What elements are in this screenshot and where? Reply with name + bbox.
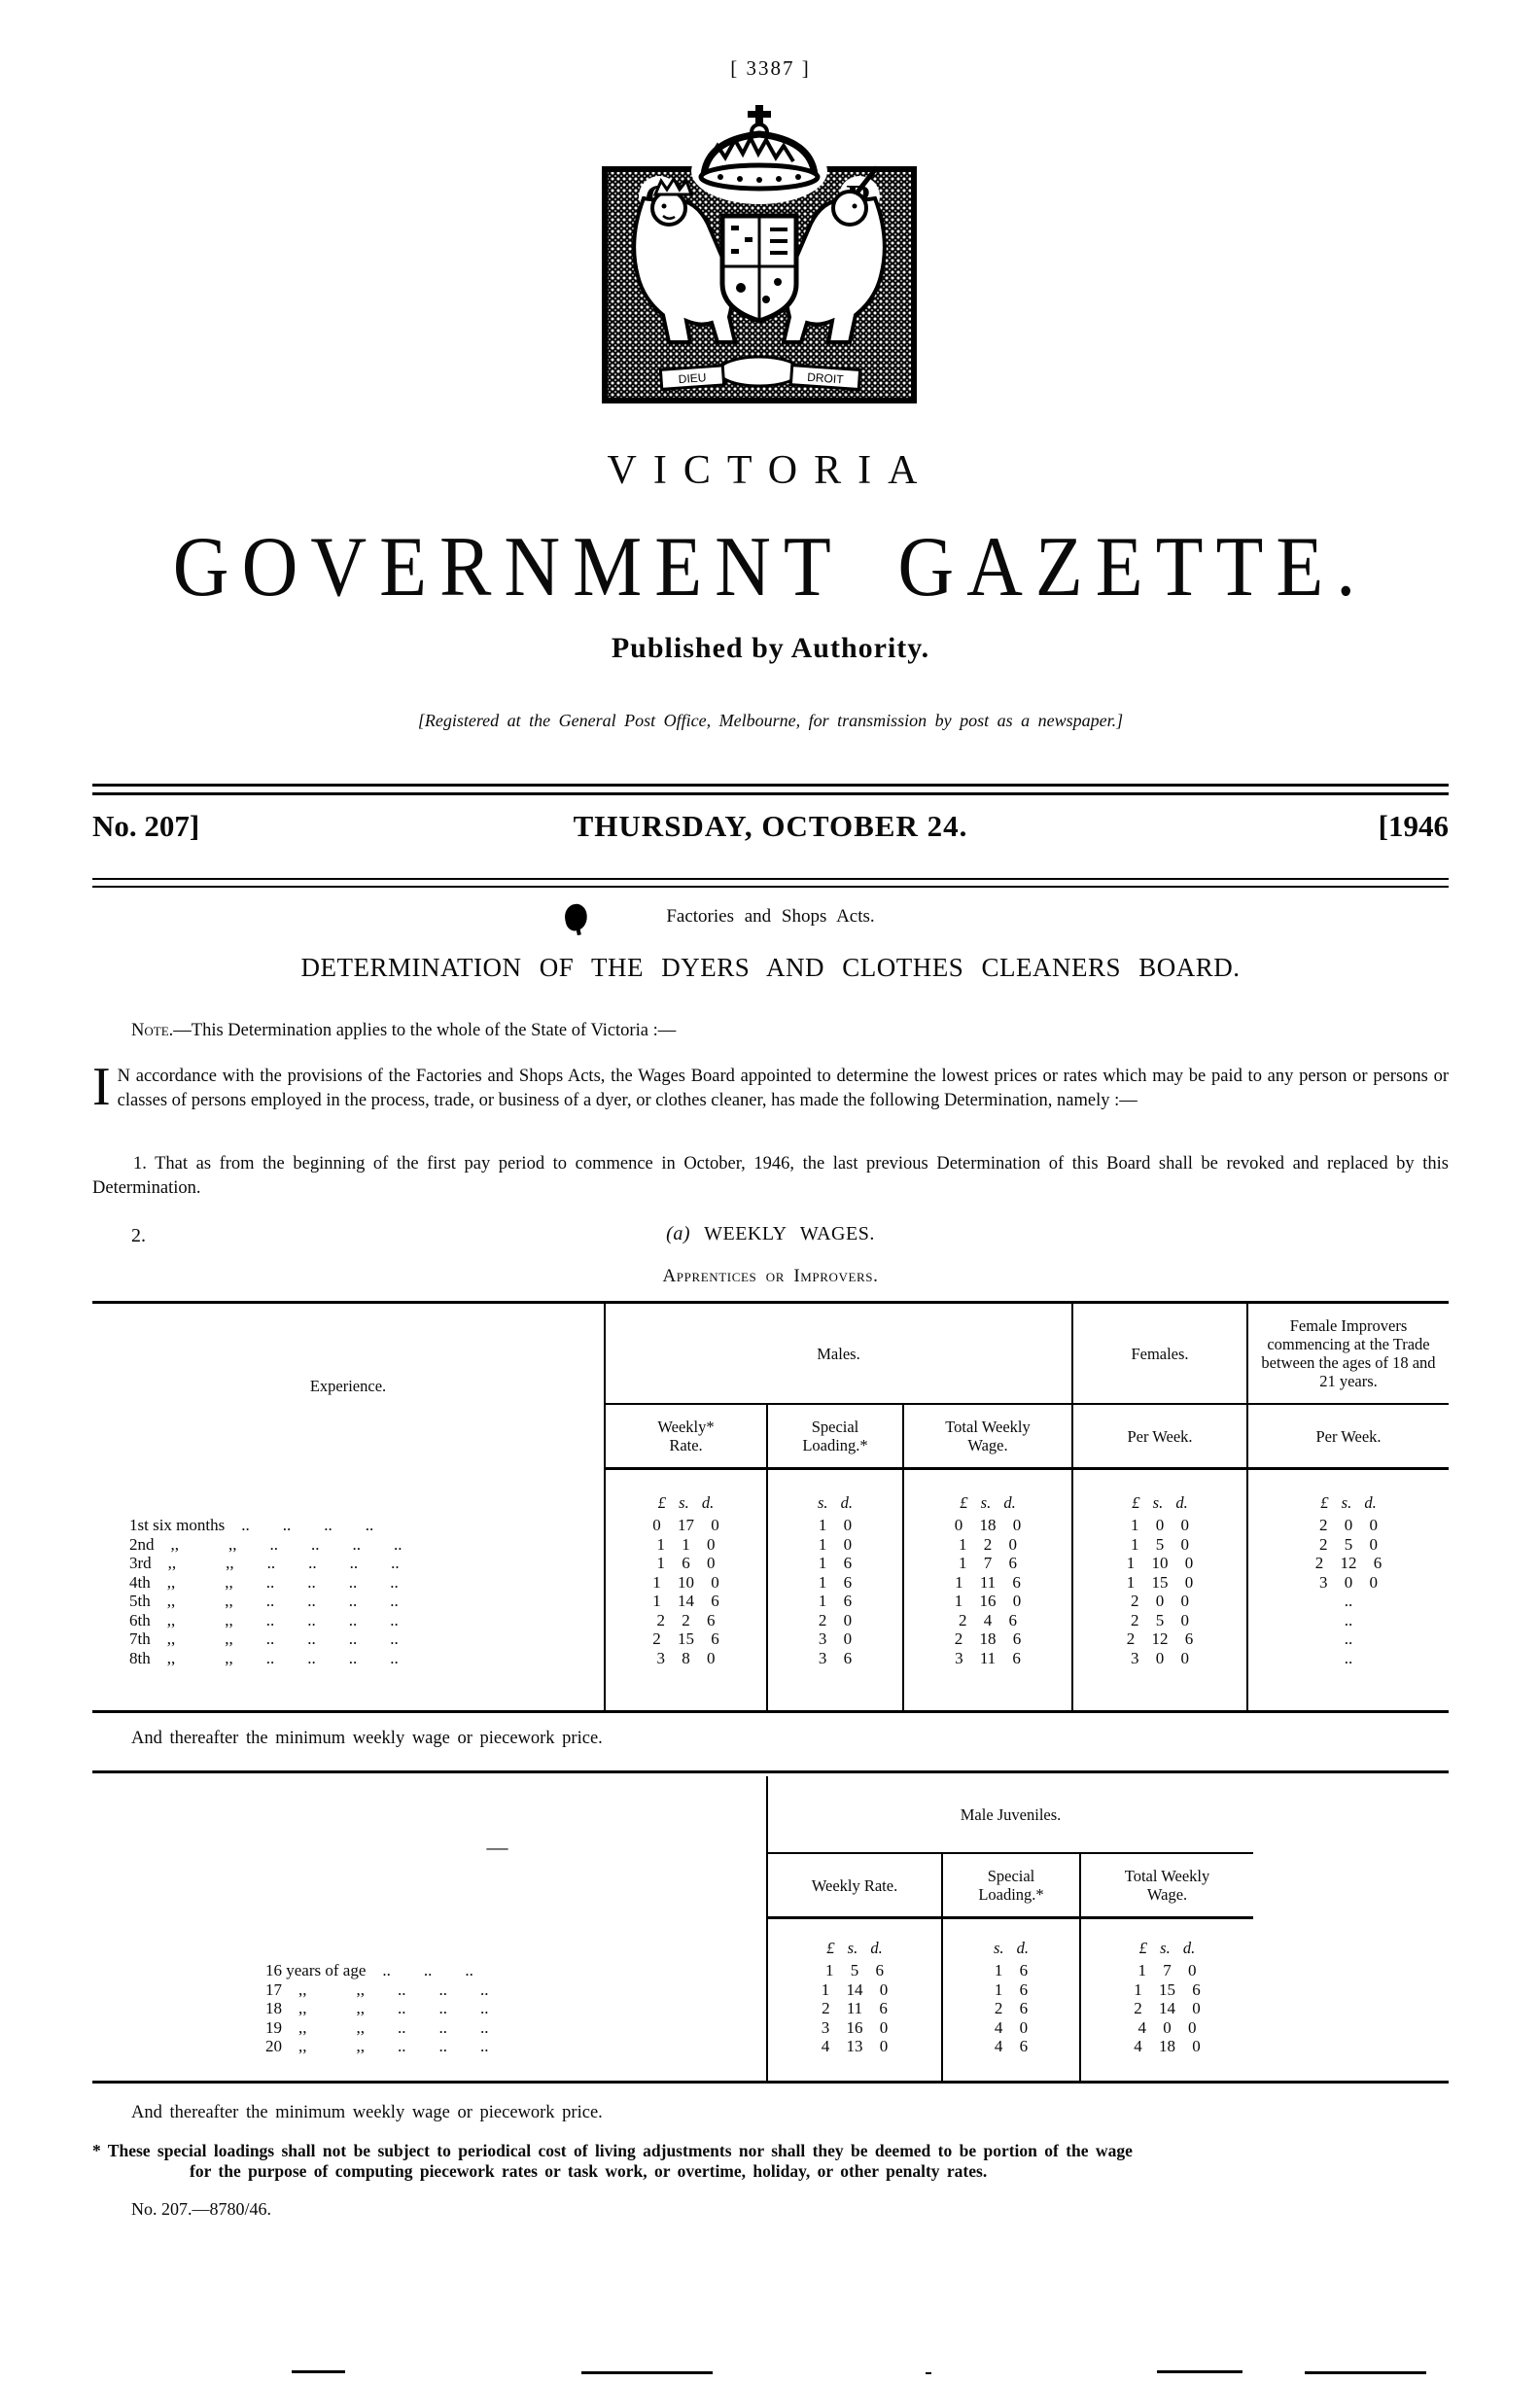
shield-icon (722, 216, 796, 321)
acts-heading: Factories and Shops Acts. (666, 906, 875, 927)
table-row (92, 1535, 1449, 1555)
currency-label: £ s. d. (1072, 1469, 1247, 1517)
double-rule-top-2 (92, 792, 1449, 795)
value-cell: 1 1 0 (605, 1535, 767, 1555)
currency-label: £ s. d. (1080, 1918, 1253, 1962)
apprentices-heading: Apprentices or Improvers. (662, 1266, 879, 1286)
value-cell: 2 0 (767, 1611, 903, 1630)
paragraph-clause-1: 1. That as from the beginning of the first pay period to commence in October, 1946, the last previous Determination of this Board shall be revoked and replaced by this Determination. (92, 1154, 1449, 1198)
table-row (228, 2037, 1253, 2082)
value-cell: 1 0 0 (1072, 1516, 1247, 1535)
column-header-total-weekly-wage: Total Weekly Wage. (903, 1404, 1072, 1469)
table-row (92, 1611, 1449, 1630)
foot-rule-fragment (1157, 2370, 1242, 2373)
table-row (92, 1629, 1449, 1649)
value-cell: .. (1247, 1629, 1449, 1649)
value-cell: 2 6 (942, 1999, 1080, 2018)
royal-coat-of-arms-image (599, 101, 920, 406)
acts-heading-row (92, 906, 1449, 928)
experience-cell: 2nd ,, ,, .. .. .. .. (129, 1534, 402, 1554)
value-cell: 4 18 0 (1080, 2037, 1253, 2082)
value-cell: 2 14 0 (1080, 1999, 1253, 2018)
age-cell: 16 years of age .. .. .. (265, 1961, 473, 1979)
currency-header-row (92, 1469, 1449, 1517)
footnote-line-1: * These special loadings shall not be subject to periodical cost of living adjustments nor shall they be deemed to be portion of the wage (92, 2141, 1133, 2160)
paragraph-accordance-text: N accordance with the provisions of the Factories and Shops Acts, the Wages Board appointed to determine the lowest prices or rates which may be paid to any person or persons or classes of persons employed in the process, trade, or business of a dyer, or clothes cleaner, has made the following Determination, namely :— (117, 1067, 1449, 1110)
special-loading-footnote (92, 2141, 1449, 2182)
value-cell: 3 16 0 (767, 2018, 942, 2038)
value-cell: .. (1247, 1611, 1449, 1630)
note-label: Note. (131, 1021, 174, 1040)
age-cell: 18 ,, ,, .. .. .. (265, 1999, 489, 2017)
note-line (131, 1021, 1449, 1041)
currency-label: £ s. d. (1247, 1469, 1449, 1517)
column-header-male-juveniles: Male Juveniles. (767, 1776, 1253, 1853)
value-cell: 3 0 0 (1247, 1573, 1449, 1593)
column-header-weekly-rate: Weekly* Rate. (605, 1404, 767, 1469)
value-cell: 2 12 6 (1072, 1629, 1247, 1649)
column-header-females: Females. (1072, 1303, 1247, 1405)
currency-label: s. d. (767, 1469, 903, 1517)
double-rule-top-1 (92, 784, 1449, 787)
value-cell: 1 10 0 (605, 1573, 767, 1593)
experience-cell: 5th ,, ,, .. .. .. .. (129, 1592, 399, 1610)
ground-mound (718, 357, 800, 386)
note-text: —This Determination applies to the whole of the State of Victoria :— (173, 1021, 677, 1040)
value-cell: 4 0 0 (1080, 2018, 1253, 2038)
value-cell: 1 2 0 (903, 1535, 1072, 1555)
value-cell: 2 5 0 (1072, 1611, 1247, 1630)
column-header-total-weekly-wage: Total Weekly Wage. (1080, 1853, 1253, 1918)
juveniles-wages-table (228, 1776, 1253, 2082)
value-cell: 2 0 0 (1247, 1516, 1449, 1535)
motto-left-text: DIEU (678, 370, 707, 387)
value-cell: 3 0 0 (1072, 1649, 1247, 1712)
experience-cell: 6th ,, ,, .. .. .. .. (129, 1610, 399, 1629)
value-cell: 1 7 6 (903, 1554, 1072, 1573)
value-cell: 1 15 0 (1072, 1573, 1247, 1593)
section-rule-bottom (92, 2081, 1449, 2084)
currency-label: s. d. (942, 1918, 1080, 1962)
determination-title: DETERMINATION OF THE DYERS AND CLOTHES CLEANERS BOARD. (300, 953, 1241, 982)
issue-date: THURSDAY, OCTOBER 24. (573, 809, 968, 843)
foot-rule-fragment (292, 2370, 345, 2373)
table-row (228, 1999, 1253, 2018)
table-row (92, 1516, 1449, 1535)
value-cell: 2 2 6 (605, 1611, 767, 1630)
experience-cell: 1st six months .. .. .. .. (129, 1516, 374, 1534)
issue-number: No. 207] (92, 809, 200, 843)
stub-dash: — (486, 1834, 508, 1859)
value-cell: .. (1247, 1649, 1449, 1712)
value-cell: 4 6 (942, 2037, 1080, 2082)
weekly-wages-heading (92, 1223, 1449, 1245)
motto-ribbon-left (660, 366, 723, 389)
value-cell: 1 6 (767, 1592, 903, 1611)
weekly-wages-title: WEEKLY WAGES. (704, 1223, 875, 1244)
column-header-per-week-improvers: Per Week. (1247, 1404, 1449, 1469)
experience-cell: 8th ,, ,, .. .. .. .. (129, 1648, 399, 1667)
table-row (92, 1573, 1449, 1593)
ink-blot-mark (562, 902, 589, 932)
value-cell: 3 11 6 (903, 1649, 1072, 1712)
value-cell: 4 0 (942, 2018, 1080, 2038)
currency-label: £ s. d. (767, 1918, 942, 1962)
value-cell: 1 6 0 (605, 1554, 767, 1573)
imprint-number: No. 207.—8780/46. (131, 2199, 271, 2219)
column-header-special-loading: Special Loading.* (942, 1853, 1080, 1918)
value-cell: 1 6 (942, 1980, 1080, 2000)
motto-right-text: DROIT (806, 369, 845, 387)
age-cell: 19 ,, ,, .. .. .. (265, 2017, 489, 2037)
column-header-female-improvers: Female Improvers commencing at the Trade between the ages of 18 and 21 years. (1247, 1303, 1449, 1405)
clause-letter: (a) (666, 1223, 690, 1244)
dateline (92, 809, 1449, 844)
column-header-experience: Experience. (309, 1377, 387, 1396)
currency-header-row (228, 1918, 1253, 1962)
value-cell: 1 6 (767, 1573, 903, 1593)
value-cell: 1 6 (942, 1961, 1080, 1980)
value-cell: 1 0 (767, 1516, 903, 1535)
motto-ribbon-right (790, 366, 859, 390)
column-header-special-loading: Special Loading.* (767, 1404, 903, 1469)
column-header-weekly-rate: Weekly Rate. (767, 1853, 942, 1918)
value-cell: 1 15 6 (1080, 1980, 1253, 2000)
table-row (92, 1592, 1449, 1611)
experience-cell: 4th ,, ,, .. .. .. .. (129, 1572, 399, 1592)
column-header-per-week-females: Per Week. (1072, 1404, 1247, 1469)
value-cell: 3 8 0 (605, 1649, 767, 1712)
gazette-title: GOVERNMENT GAZETTE. (172, 520, 1369, 614)
table-row (228, 1980, 1253, 2000)
experience-cell: 7th ,, ,, .. .. .. .. (129, 1629, 399, 1648)
value-cell: 3 0 (767, 1629, 903, 1649)
value-cell: 3 6 (767, 1649, 903, 1712)
column-header-males: Males. (605, 1303, 1072, 1405)
apprentices-wages-table (92, 1301, 1449, 1713)
age-cell: 20 ,, ,, .. .. .. (265, 2037, 489, 2055)
thereafter-note-2: And thereafter the minimum weekly wage or piecework price. (131, 2103, 603, 2122)
section-rule-top (92, 1770, 1449, 1773)
drop-cap: I (92, 1057, 111, 1117)
age-cell: 17 ,, ,, .. .. .. (265, 1979, 489, 1999)
footnote-line-2: for the purpose of computing piecework rates or task work, or overtime, holiday, or other penalty rates. (190, 2161, 988, 2181)
currency-label: £ s. d. (903, 1469, 1072, 1517)
value-cell: 1 5 0 (1072, 1535, 1247, 1555)
issue-year: [1946 (1378, 809, 1449, 843)
value-cell: 0 18 0 (903, 1516, 1072, 1535)
value-cell: 1 10 0 (1072, 1554, 1247, 1573)
state-name: VICTORIA (607, 448, 934, 493)
value-cell: 1 5 6 (767, 1961, 942, 1980)
table-header-row-1 (228, 1776, 1253, 1853)
value-cell: 2 4 6 (903, 1611, 1072, 1630)
value-cell: 1 7 0 (1080, 1961, 1253, 1980)
value-cell: 1 14 0 (767, 1980, 942, 2000)
table-row (92, 1649, 1449, 1712)
experience-cell: 3rd ,, ,, .. .. .. .. (129, 1554, 400, 1572)
value-cell: 0 17 0 (605, 1516, 767, 1535)
foot-rule-fragment (581, 2371, 713, 2374)
clause-number: 2. (131, 1225, 146, 1246)
value-cell: 2 0 0 (1072, 1592, 1247, 1611)
registered-line: [Registered at the General Post Office, Melbourne, for transmission by post as a newspaper.] (417, 711, 1124, 730)
double-rule-bottom-2 (92, 886, 1449, 888)
weekly-wages-row (92, 1223, 1449, 1245)
value-cell: 2 5 0 (1247, 1535, 1449, 1555)
value-cell: 2 18 6 (903, 1629, 1072, 1649)
value-cell: 2 12 6 (1247, 1554, 1449, 1573)
value-cell: 1 14 6 (605, 1592, 767, 1611)
value-cell: 2 15 6 (605, 1629, 767, 1649)
table-row (228, 2018, 1253, 2038)
value-cell: 1 6 (767, 1554, 903, 1573)
foot-rule-fragment (926, 2372, 931, 2374)
foot-rule-fragment (1305, 2371, 1426, 2374)
value-cell: 4 13 0 (767, 2037, 942, 2082)
table-row (228, 1961, 1253, 1980)
currency-label: £ s. d. (605, 1469, 767, 1517)
value-cell: 1 0 (767, 1535, 903, 1555)
value-cell: .. (1247, 1592, 1449, 1611)
authority-line: Published by Authority. (611, 632, 930, 664)
double-rule-bottom-1 (92, 878, 1449, 880)
value-cell: 1 11 6 (903, 1573, 1072, 1593)
thereafter-note-1: And thereafter the minimum weekly wage or piecework price. (131, 1729, 603, 1748)
value-cell: 2 11 6 (767, 1999, 942, 2018)
table-header-row-1 (92, 1303, 1449, 1405)
value-cell: 1 16 0 (903, 1592, 1072, 1611)
paragraph-accordance (92, 1057, 1449, 1117)
table-row (92, 1554, 1449, 1573)
crown-icon (691, 105, 827, 204)
page-number: [ 3387 ] (730, 56, 811, 80)
